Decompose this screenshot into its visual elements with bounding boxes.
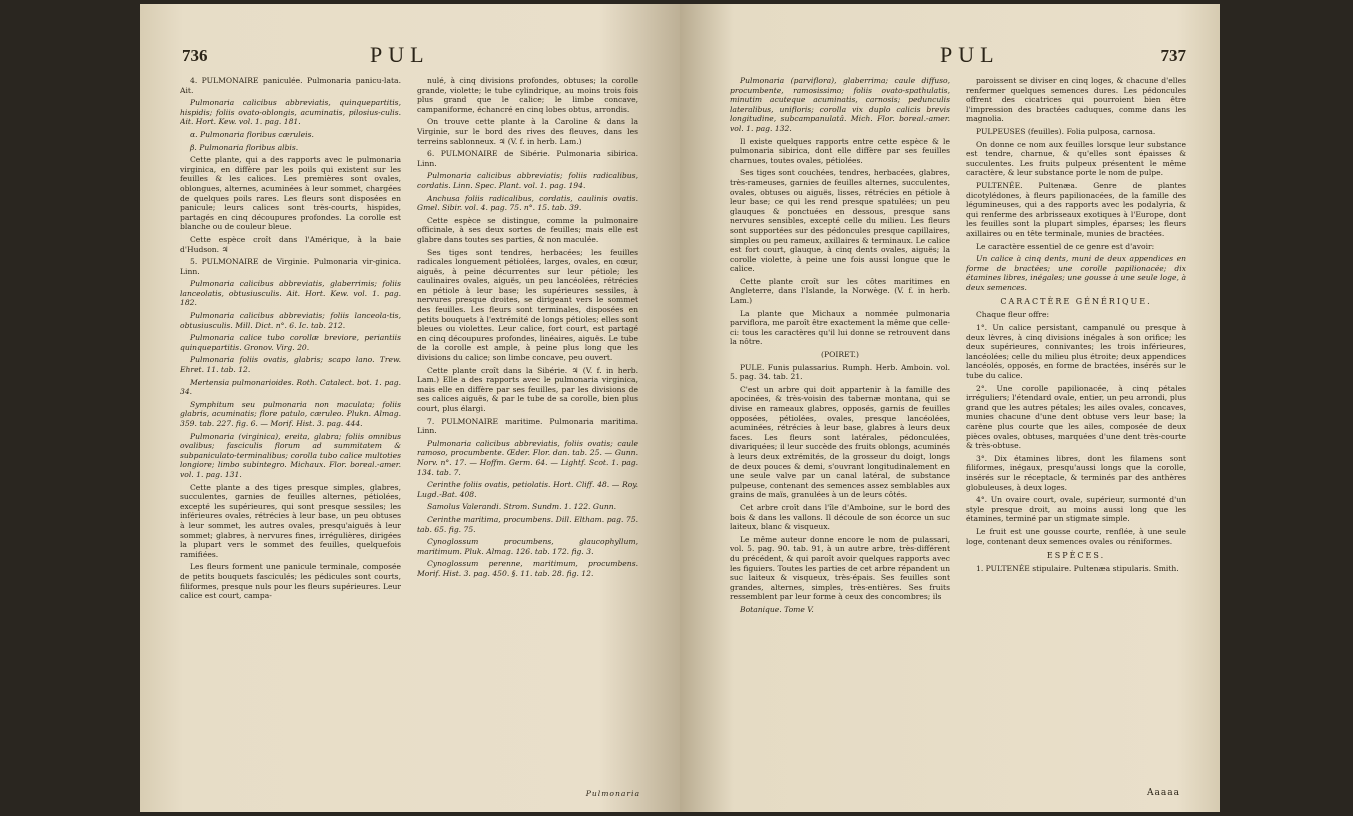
paragraph: Un calice à cinq dents, muni de deux appendices en forme de bractées; une corolle papilionacée; dix étamines libres, inégales; une gousse à une seule loge, à deux semences. <box>966 254 1186 292</box>
paragraph: On donne ce nom aux feuilles lorsque leur substance est tendre, charnue, & qu'elles sont épaisses & succulentes. Les fruits pulpeux présentent le même caractère, & leur substance porte le nom de pulpe. <box>966 139 1186 178</box>
paragraph: Symphitum seu pulmonaria non maculata; foliis glabris, acuminatis; flore patulo, cæruleo. Plukn. Almag. 359. tab. 227. fig. 6. — Morif. Hist. 3. pag. 444. <box>180 399 401 428</box>
paragraph: Cette espèce croît dans l'Amérique, à la baie d'Hudson. ♃ <box>180 234 401 254</box>
paragraph: Samolus Valerandi. Strom. Sundm. 1. 122. Gunn. <box>427 502 617 512</box>
running-head-word-left: PUL <box>370 42 430 67</box>
open-book <box>140 4 1220 812</box>
paragraph: 1. PULTENÉE stipulaire. Pultenæa stipularis. Smith. <box>976 564 1179 574</box>
paragraph: Cette plante croît sur les côtes maritimes en Angleterre, dans l'Islande, la Norwège. (V. f. in herb. Lam.) <box>730 276 950 306</box>
paragraph: Les fleurs forment une panicule terminale, composée de petits bouquets fasciculés; les pédicules sont courts, filiformes, presque nuls pour les fleurs supérieures. Leur calice est court, campa- <box>180 562 401 601</box>
left-column-1 <box>180 76 401 798</box>
catchword: Pulmonaria <box>585 789 640 798</box>
paragraph: Pulmonaria calicibus abbreviatis, foliis ovatis; caule ramoso, procumbente. Œder. Flor. dan. tab. 25. — Gunn. Norv. n°. 17. — Hoffm. Germ. 64. — Lightf. Scot. 1. pag. 134. tab. 7. <box>417 438 638 477</box>
paragraph: Pulmonaria calicibus abbreviatis, quinquepartitis, hispidis; foliis ovato-oblongis, acuminatis, pilosius-culis. Ait. Hort. Kew. vol. 1. pag. 181. <box>180 98 401 127</box>
paragraph: PULTENÉE. Pultenæa. Genre de plantes dicotylédones, à fleurs papilionacées, de la famille des légumineuses, qui a des rapports avec les podalyria, & qui renferme des arbrisseaux exotiques à l'Europe, dont les feuilles sont la plupart simples, éparses; les fleurs axillaires ou en tête terminale, munies de bractées. <box>966 180 1186 238</box>
page-number-right: 737 <box>1160 46 1186 65</box>
paragraph: Cynoglossum procumbens, glaucophyllum, maritimum. Pluk. Almag. 126. tab. 172. fig. 3. <box>417 537 638 556</box>
paragraph: C'est un arbre qui doit appartenir à la famille des apocinées, & très-voisin des tabernæ montana, qui se divise en rameaux glabres, opposés, garnis de feuilles opposées, pétiolées, ovales, presque lancéolées, acuminées, rétrécies à leur base, glabres à leurs deux faces. Les fleurs sont latérales, pédonculées, divariquées; il leur succède des fruits oblongs, acuminés à leurs deux extrémités, de la grosseur du doigt, longs de deux pouces & demi, s'ouvrant longitudinalement en une seule valve par un canal latéral, de substance pulpeuse, contenant des semences assez semblables aux grains de maïs, granulées à un de leurs côtés. <box>730 384 950 500</box>
section-heading: ESPÈCES. <box>1046 551 1106 561</box>
signature-mark: Aaaaa <box>1147 788 1180 798</box>
paragraph: Pulmonaria calicibus abbreviatis; foliis lanceola-tis, obtusiusculis. Mill. Dict. n°. 6. Ic. tab. 212. <box>180 311 401 330</box>
paragraph: La plante que Michaux a nommée pulmonaria parviflora, me paroît être exactement la même que celle-ci: tous les caractères qu'il lui donne se retrouvent dans la nôtre. <box>730 308 950 347</box>
paragraph: Cerinthe maritima, procumbens. Dill. Eltham. pag. 75. tab. 65. fig. 75. <box>417 514 638 534</box>
right-column-2 <box>966 76 1186 798</box>
paragraph: Ses tiges sont tendres, herbacées; les feuilles radicales longuement pétiolées, larges, ovales, en cœur, aiguës, à peine décurrentes sur leur pétiole; les caulinaires ovales, aiguës, un peu lancéolées, rétrécies en pétiole à leur base; les supérieures sessiles, à nervures presque droites, se dirigeant vers le sommet des feuilles. Les fleurs sont terminales, disposées en petits bouquets à l'extrémité de longs pétioles; elles sont bleues ou violettes. Leur calice, fort court, est partagé en cinq découpures profondes, linéaires, aiguës. Le tube de la corolle est ample, à peine plus long que les divisions du calice; son limbe concave, peu ouvert. <box>417 247 638 363</box>
paragraph: paroissent se diviser en cinq loges, & chacune d'elles renfermer quelques semences dures. Les pédoncules offrent des cicatrices qui pourroient bien être l'impression des bractées caduques, comme dans les magnolia. <box>966 76 1186 124</box>
paragraph: Mertensia pulmonarioides. Roth. Catalect. bot. 1. pag. 34. <box>180 377 401 397</box>
paragraph: 2°. Une corolle papilionacée, à cinq pétales irréguliers; l'étendard ovale, entier, un peu arrondi, plus grand que les autres pétales; les ailes ovales, concaves, munies chacune d'une dent obtuse vers leur base; la carène plus courte que les ailes, composée de deux pièces ovales, obtuses, marquées d'une dent très-courte & très-obtuse. <box>966 383 1186 451</box>
paragraph: Le fruit est une gousse courte, renflée, à une seule loge, contenant deux semences ovales ou réniformes. <box>966 526 1186 546</box>
paragraph: Pulmonaria calice tubo corollæ breviore, periantiis quinquepartitis. Gronov. Virg. 20. <box>180 333 401 352</box>
paragraph: PULE. Funis pulassarius. Rumph. Herb. Amboin. vol. 5. pag. 34. tab. 21. <box>730 362 950 382</box>
author-signature: (POIRET.) <box>821 350 859 360</box>
paragraph: Pulmonaria (virginica), ereita, glabra; foliis omnibus ovalibus; fasciculis florum ad summitatem & subpaniculato-terminalibus; corolla tubo calice multoties longiore; limbo subintegro. Michaux. Flor. boreal.-amer. vol. 1. pag. 131. <box>180 431 401 479</box>
right-page <box>680 4 1220 812</box>
paragraph: α. Pulmonaria floribus cæruleis. <box>190 129 314 139</box>
paragraph: Cette plante croît dans la Sibérie. ♃ (V. f. in herb. Lam.) Elle a des rapports avec le pulmonaria virginica, mais elle en diffère par ses feuilles, par les divisions de ses calices aiguës, & par le tube de sa corolle, bien plus court, plus élargi. <box>417 365 638 413</box>
paragraph: PULPEUSES (feuilles). Folia pulposa, carnosa. <box>976 126 1156 136</box>
paragraph: Cet arbre croît dans l'île d'Amboine, sur le bord des bois & dans les vallons. Il découle de son écorce un suc laiteux, blanc & visqueux. <box>730 502 950 532</box>
paragraph: 1°. Un calice persistant, campanulé ou presque à deux lèvres, à cinq divisions inégales à son orifice; les deux supérieures, connivantes; les trois inférieures, lancéolées; celle du milieu plus étroite; deux appendices lancéolés, opposés, en forme de bractées, insérés sur le tube du calice. <box>966 323 1186 381</box>
paragraph: 4. PULMONAIRE paniculée. Pulmonaria panicu-lata. Ait. <box>180 76 401 95</box>
running-head-left <box>140 42 680 72</box>
paragraph: Pulmonaria calicibus abbreviatis; foliis radicalibus, cordatis. Linn. Spec. Plant. vol. 1. pag. 194. <box>417 171 638 190</box>
right-column-1 <box>730 76 950 798</box>
page-footer: Botanique. Tome V. <box>740 604 814 614</box>
section-heading: CARACTÈRE GÉNÉRIQUE. <box>1000 297 1152 307</box>
paragraph: Cerinthe foliis ovatis, petiolatis. Hort. Cliff. 48. — Roy. Lugd.-Bat. 408. <box>417 480 638 499</box>
paragraph: Il existe quelques rapports entre cette espèce & le pulmonaria sibirica, dont elle diffère par ses feuilles charnues, toutes ovales, pétiolées. <box>730 136 950 165</box>
paragraph: Cette espèce se distingue, comme la pulmonaire officinale, à ses deux sortes de feuilles; mais elle est glabre dans toutes ses parties, & non maculée. <box>417 215 638 244</box>
paragraph: Anchusa foliis radicalibus, cordatis, caulinis ovatis. Gmel. Sibir. vol. 4. pag. 75. n°. 15. tab. 39. <box>417 193 638 213</box>
paragraph: 5. PULMONAIRE de Virginie. Pulmonaria vir-ginica. Linn. <box>180 257 401 276</box>
paragraph: Cette plante a des tiges presque simples, glabres, succulentes, garnies de feuilles alternes, pétiolées, excepté les supérieures, qui sont presque sessiles; les inférieures ovales, rétrécies à leur base, un peu obtuses à leur sommet, les autres ovales, presqu'aiguës à leur sommet; glabres, à nervures fines, irrégulières, dirigées la plupart vers le sommet des feuilles, quelquefois ramifiées. <box>180 482 401 559</box>
running-head-right <box>680 42 1220 72</box>
paragraph: Le même auteur donne encore le nom de pulassari, vol. 5. pag. 90. tab. 91, à un autre arbre, très-différent du précédent, & qui paroît avoir quelques rapports avec les figuiers. Toutes les parties de cet arbre répandent un suc laiteux & visqueux, très-épais. Ses feuilles sont grandes, alternes, simples, très-entières. Ses fruits ressemblent par leur forme à ceux des concombres; ils <box>730 534 950 602</box>
paragraph: Pulmonaria calicibus abbreviatis, glaberrimis; foliis lanceolatis, obtusiusculis. Ait. Hort. Kew. vol. 1. pag. 182. <box>180 279 401 308</box>
page-number-left: 736 <box>182 46 208 65</box>
paragraph: Chaque fleur offre: <box>976 310 1050 320</box>
paragraph: On trouve cette plante à la Caroline & dans la Virginie, sur le bord des rives des fleuves, dans les terreins sablonneux. ♃ (V. f. in herb. Lam.) <box>417 117 638 146</box>
paragraph: Cette plante, qui a des rapports avec le pulmonaria virginica, en diffère par les poils qui existent sur les feuilles & les calices. Les premières sont ovales, oblongues, alternes, acuminées à leur sommet, chargées de quelques poils rares. Les fleurs sont disposées en panicule; leurs calices sont très-courts, hispides, partagés en cinq découpures profondes. La corolle est blanche ou de couleur bleue. <box>180 155 401 232</box>
paragraph: 6. PULMONAIRE de Sibérie. Pulmonaria sibirica. Linn. <box>417 149 638 168</box>
paragraph: 3°. Dix étamines libres, dont les filamens sont filiformes, inégaux, presqu'aussi longs que la corolle, insérés sur le réceptacle, & terminés par des anthères globuleuses, à deux loges. <box>966 453 1186 492</box>
paragraph: nulé, à cinq divisions profondes, obtuses; la corolle grande, violette; le tube cylindrique, au moins trois fois plus grand que le calice; le limbe concave, campaniforme, échancré en cinq lobes obtus, arrondis. <box>417 76 638 114</box>
paragraph: β. Pulmonaria floribus albis. <box>190 142 299 152</box>
running-head-word-right: PUL <box>940 42 1000 67</box>
paragraph: 7. PULMONAIRE maritime. Pulmonaria maritima. Linn. <box>417 416 638 436</box>
paragraph: Pulmonaria (parviflora), glaberrima; caule diffuso, procumbente, ramosissimo; foliis ovato-spathulatis, minutim acuteque acuminatis, carnosis; pedunculis lateralibus, unifloris; corolla vix duplo calicis brevis longitudine, subcampanulatâ. Mich. Flor. boreal.-amer. vol. 1. pag. 132. <box>730 76 950 133</box>
paragraph: Cynoglossum perenne, maritimum, procumbens. Morif. Hist. 3. pag. 450. §. 11. tab. 28. fig. 12. <box>417 559 638 578</box>
paragraph: Ses tiges sont couchées, tendres, herbacées, glabres, très-rameuses, garnies de feuilles alternes, succulentes, ovales, obtuses ou aiguës, lisses, rétrécies en pétiole à leur base; ce qui les rend presque spatulées; un peu glauques & ponctuées en dessous, presque sans nervures sensibles, excepté celle du milieu. Les fleurs sont supportées sur des pédoncules presque capillaires, simples ou peu rameux, axillaires & terminaux. Le calice est fort court, glauque, à cinq dents ovales, aiguës; la corolle violette, à peine une fois aussi longue que le calice. <box>730 168 950 274</box>
paragraph: Le caractère essentiel de ce genre est d'avoir: <box>976 241 1155 251</box>
paragraph: 4°. Un ovaire court, ovale, supérieur, surmonté d'un style presque droit, au moins aussi long que les étamines, terminé par un stigmate simple. <box>966 495 1186 524</box>
paragraph: Pulmonaria foliis ovatis, glabris; scapo lano. Trew. Ehret. 11. tab. 12. <box>180 355 401 375</box>
left-column-2 <box>417 76 638 798</box>
left-page <box>140 4 680 812</box>
